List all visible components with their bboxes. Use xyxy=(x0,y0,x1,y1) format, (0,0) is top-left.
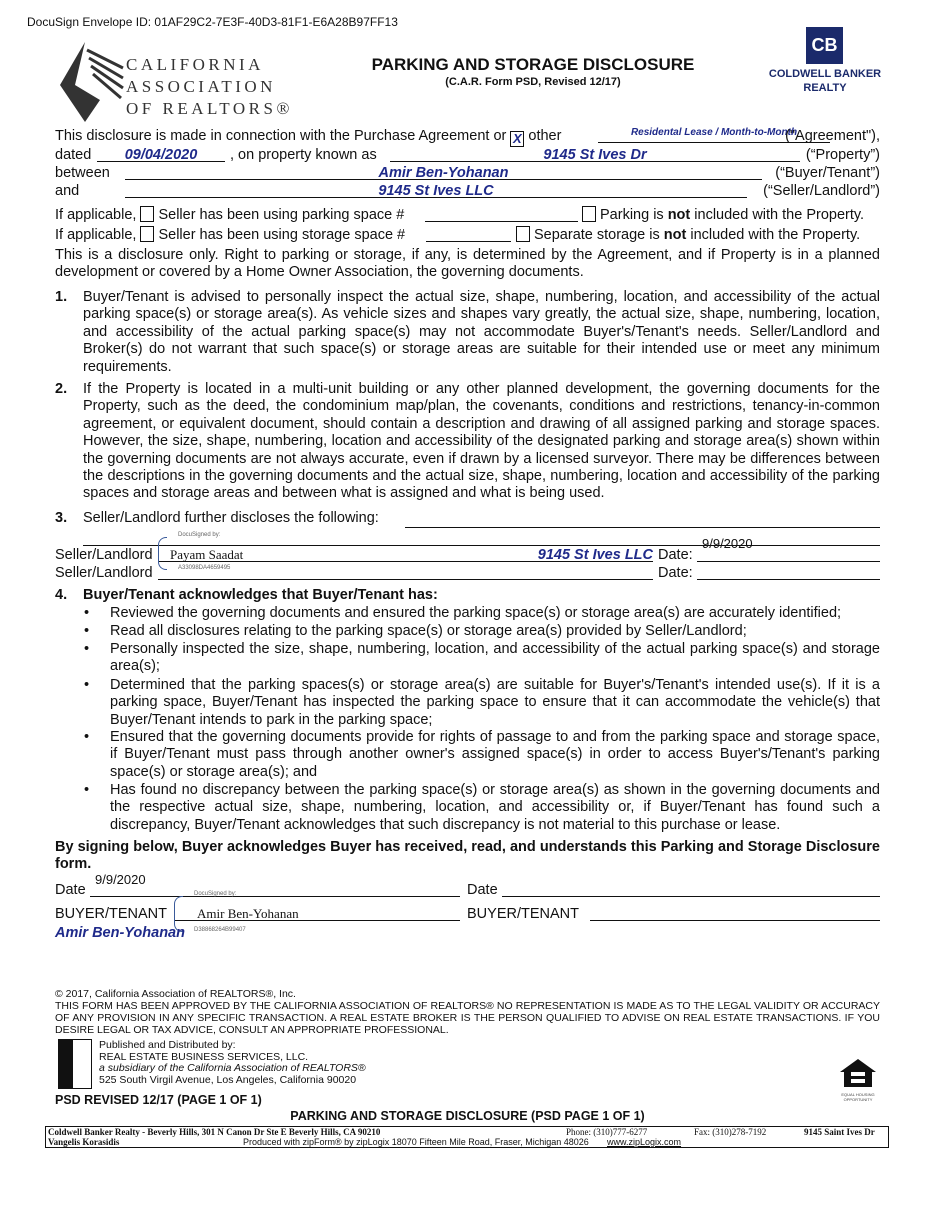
zipform-footer-box xyxy=(45,1126,889,1148)
buyer-date-value: 9/9/2020 xyxy=(95,872,146,887)
text: included with the Property. xyxy=(690,227,861,243)
intro-row-4 xyxy=(55,182,880,200)
text: Produced with zipForm® by zipLogix 18070 Fifteen Mile Road, Fraser, Michigan 48026 xyxy=(243,1137,589,1147)
item-4-heading: Buyer/Tenant acknowledges that Buyer/Tenant has: xyxy=(83,587,438,603)
text: REAL ESTATE BUSINESS SERVICES, LLC. xyxy=(99,1050,309,1063)
coldwell-banker-logo-icon: CB xyxy=(806,27,843,64)
signature-id: A33098DA4659495 xyxy=(178,565,231,571)
text: Vangelis Korasidis xyxy=(48,1137,120,1147)
text: other xyxy=(528,128,562,144)
text: ("Agreement"), xyxy=(785,128,880,144)
buyer-printed-name: Amir Ben-Yohanan xyxy=(55,925,185,941)
storage-row xyxy=(55,226,880,244)
text: (“Seller/Landlord”) xyxy=(763,183,880,199)
copyright: © 2017, California Association of REALTORS®, Inc. xyxy=(55,988,296,1000)
text: a subsidiary of the California Association of REALTORS® xyxy=(99,1062,366,1074)
buyer-signature[interactable]: Amir Ben-Yohanan xyxy=(197,906,299,921)
signature-id: D38868264B99407 xyxy=(194,927,246,933)
text: 525 South Virgil Avenue, Los Angeles, California 90020 xyxy=(99,1073,357,1086)
text: If applicable, xyxy=(55,227,137,243)
seller-name-field-2[interactable] xyxy=(158,564,653,580)
text: This disclosure is made in connection with the Purchase Agreement or xyxy=(55,128,507,144)
parking-row xyxy=(55,206,880,224)
legal-notice: THIS FORM HAS BEEN APPROVED BY THE CALIFORNIA ASSOCIATION OF REALTORS® NO REPRESENTATION IS MADE AS TO THE LEGAL VALIDITY OR ACCURACY OF ANY PROVISION IN ANY SPECIFIC TRANSACTION. A REAL ESTATE BROKER IS THE PERSON QUALIFIED TO ADVISE ON REAL ESTATE TRANSACTIONS. IF YOU DESIRE LEGAL OR TAX ADVICE, CONSULT AN APPROPRIATE PROFESSIONAL. xyxy=(55,1000,880,1036)
text: Fax: (310)278-7192 xyxy=(694,1127,767,1137)
envelope-id: DocuSign Envelope ID: 01AF29C2-7E3F-40D3-81F1-E6A28B97FF13 xyxy=(27,15,398,29)
parking-space-field[interactable] xyxy=(425,206,578,222)
item-2-text: If the Property is located in a multi-unit building or any other planned development, the governing documents for the Property, such as the deed, the condominium map/plan, the covenants, conditions and restrictions, tenancy-in-common agreement, or equivalent document, should contain a description and drawing of all assigned parking and storage spaces. However, the size, shape, numbering, location and accessibility of the designated parking and storage area(s) shown within the governing documents are not always accurate, even if drawn by a licensed surveyor. There may be differences between the descriptions in the governing documents and the actual size, shape, numbering, location and accessibility of the parking spaces and storage areas and between what is assigned and what is being used. xyxy=(83,381,880,502)
revised-label: PSD REVISED 12/17 (PAGE 1 OF 1) xyxy=(55,1093,262,1107)
bullet-item: Personally inspected the size, shape, numbering, location, and accessibility of the actual parking space(s) and storage area(s); xyxy=(110,641,880,675)
text: Date xyxy=(55,882,86,898)
ziplogix-link[interactable]: www.zipLogix.com xyxy=(607,1137,682,1147)
text: EQUAL HOUSING OPPORTUNITY xyxy=(841,1092,875,1102)
car-logo-line: CALIFORNIA xyxy=(126,55,264,74)
seller-signature[interactable]: Payam Saadat xyxy=(170,547,244,562)
property-field[interactable]: 9145 St Ives Dr xyxy=(390,146,800,162)
dated-field[interactable]: 09/04/2020 xyxy=(97,146,225,162)
seller-date-value: 9/9/2020 xyxy=(702,536,753,551)
seller-field[interactable]: 9145 St Ives LLC xyxy=(125,182,747,198)
text: Parking is xyxy=(600,207,664,223)
publisher-block xyxy=(99,1040,366,1086)
other-checkbox[interactable]: X xyxy=(510,131,524,147)
car-logo-line: OF REALTORS® xyxy=(126,99,293,118)
item-number: 1. xyxy=(55,289,68,305)
buyer-2-signature-field[interactable] xyxy=(590,905,880,921)
text: BUYER/TENANT xyxy=(467,906,579,922)
buyer-field[interactable]: Amir Ben-Yohanan xyxy=(125,164,762,180)
page-subtitle: (C.A.R. Form PSD, Revised 12/17) xyxy=(445,76,621,88)
item-3-text: Seller/Landlord further discloses the following: xyxy=(83,510,379,526)
text: Seller has been using parking space # xyxy=(158,207,405,223)
storage-space-field[interactable] xyxy=(426,226,511,242)
intro-row-2 xyxy=(55,146,880,164)
text: (“Buyer/Tenant”) xyxy=(775,165,880,181)
text: Date: xyxy=(658,565,693,581)
car-logo-line: ASSOCIATION xyxy=(126,77,276,96)
acknowledgement-text: By signing below, Buyer acknowledges Buyer has received, read, and understands this Parking and Storage Disclosure form. xyxy=(55,839,880,873)
equal-housing-icon xyxy=(838,1058,878,1102)
text: Seller has been using storage space # xyxy=(158,227,406,243)
page-title: PARKING AND STORAGE DISCLOSURE xyxy=(371,55,695,74)
text: BUYER/TENANT xyxy=(55,906,167,922)
seller-name-field[interactable]: 9145 St Ives LLC xyxy=(158,546,653,562)
docusigned-label: DocuSigned by: xyxy=(194,891,237,897)
parking-checkbox[interactable] xyxy=(140,206,154,222)
text: Date: xyxy=(658,547,693,563)
intro-row-1 xyxy=(55,127,880,145)
buyer-2-date-field[interactable] xyxy=(502,881,880,897)
text: included with the Property. xyxy=(694,207,865,223)
cb-logo-line: COLDWELL BANKER xyxy=(768,68,882,80)
text: Coldwell Banker Realty - Beverly Hills, 301 N Canon Dr Ste E Beverly Hills, CA 90210 xyxy=(48,1127,381,1137)
coldwell-banker-logo-text xyxy=(765,67,885,95)
item-number: 3. xyxy=(55,510,68,526)
car-logo-text xyxy=(126,54,293,120)
text: not xyxy=(667,207,691,223)
text: Seller/Landlord xyxy=(55,547,153,563)
disclosure-only-text: This is a disclosure only. Right to parking or storage, if any, is determined by the Agreement, and if Property is in a planned development or covered by a Home Owner Association, the governing documents. xyxy=(55,247,880,281)
item-1-text: Buyer/Tenant is advised to personally inspect the actual size, shape, numbering, location, and accessibility of the actual parking space(s) or storage area(s). As vehicle sizes and shapes vary greatly, the actual size, shape, numbering, location, and accessibility of the actual parking space(s) may not accommodate Buyer's/Tenant's needs. Seller/Landlord and Broker(s) do not warrant that such space(s) or storage areas are suitable for their intended use or meet any minimum requirements. xyxy=(83,289,880,375)
bullet-item: Reviewed the governing documents and ensured the parking space(s) or storage area(s) are accurately identified; xyxy=(110,605,842,621)
footer-page-title: PARKING AND STORAGE DISCLOSURE (PSD PAGE 1 OF 1) xyxy=(290,1109,645,1123)
text: and xyxy=(55,183,80,199)
bullet-item: Determined that the parking spaces(s) or storage area(s) are suitable for Buyer's/Tenant's intended use(s). If it is a parking space, Buyer/Tenant has inspected the parking space to ensure that it can accommodate the vehicle(s) that Buyer/Tenant intends to park in the parking space; xyxy=(110,677,880,728)
text: 9145 Saint Ives Dr xyxy=(804,1127,875,1137)
bullet-item: Read all disclosures relating to the parking space(s) or storage area(s) provided by Seller/Landlord; xyxy=(110,623,747,639)
docusigned-label: DocuSigned by: xyxy=(178,532,221,538)
text: Date xyxy=(467,882,498,898)
item-number: 2. xyxy=(55,381,68,397)
seller-disclosure-field[interactable] xyxy=(405,512,880,528)
item-number: 4. xyxy=(55,587,68,603)
bullet-item: Has found no discrepancy between the parking space(s) or storage area(s) as shown in the governing documents and the respective actual size, shape, numbering, location, and accessibility or, if Buyer/Tenant has found such a discrepancy, Buyer/Tenant acknowledges that such discrepancy is not material to this purchase or lease. xyxy=(110,782,880,833)
text: , on property known as xyxy=(230,147,377,163)
text: If applicable, xyxy=(55,207,137,223)
text: Published and Distributed by: xyxy=(99,1039,236,1051)
rebs-logo-icon xyxy=(58,1039,92,1089)
bullet-item: Ensured that the governing documents provide for rights of passage to and from the parking space and storage space, if Buyer/Tenant must pass through another owner's assigned space(s) in order to access Buyer's/Tenant's parking space(s) or storage area(s); and xyxy=(110,729,880,780)
cb-logo-line: REALTY xyxy=(803,82,847,94)
text: between xyxy=(55,165,110,181)
other-agreement-field[interactable]: Residental Lease / Month-to-Month xyxy=(598,127,830,143)
text: Phone: (310)777-6277 xyxy=(566,1127,648,1137)
seller-date-field-2[interactable] xyxy=(697,564,880,580)
text: Separate storage is xyxy=(534,227,660,243)
text: Seller/Landlord xyxy=(55,565,153,581)
intro-row-3 xyxy=(55,164,880,182)
car-logo-emblem xyxy=(55,40,125,125)
text: not xyxy=(663,227,687,243)
seller-signature-row-2 xyxy=(55,564,880,582)
text: (“Property”) xyxy=(805,147,880,163)
document-page: DocuSign Envelope ID: 01AF29C2-7E3F-40D3-81F1-E6A28B97FF13 CALIFORNIA ASSOCIATION OF REALTORS® PARKING AND STORAGE DISCLOSURE (C.A.R. Form PSD, Revised 12/17) CB COLDWELL BANKER REALTY This disclosure is made in connection with the Purchase Agreement or X other Residental Lease / Month-to-Month ("Agreement"), dated 09/04/2020 , on property known as 9145 St Ives Dr (“Property”) between Amir Ben-Yohanan (“Buyer/Tenant”) and 9145 St Ives LLC (“Seller/Landlord”) If applicable, Seller has been using parking space # Parking is not included with the Property. If applicable, Seller has been using storage space # Separate storage is not included with the Property. This is a disclosure only. Right to parking or storage, if any, is determined by the Agreement, and if Property is in a planned development or covered by a Home Owner Association, the governing documents. 1. Buyer/Tenant is advised to personally inspect the actual size, shape, numbering, location, and accessibility of the actual parking space(s) or storage area(s). As vehicle sizes and shapes vary greatly, the actual size, shape, numbering, location, and accessibility of the actual parking space(s) may not accommodate Buyer's/Tenant's needs. Seller/Landlord and Broker(s) do not warrant that such space(s) or storage areas are suitable for their intended use or meet any minimum requirements. 2. If the Property is located in a multi-unit building or any other planned development, the governing documents for the Property, such as the deed, the condominium map/plan, the covenants, conditions and restrictions, tenancy-in-common agreement, or equivalent document, should contain a description and drawing of all assigned parking and storage spaces. However, the size, shape, numbering, location and accessibility of the designated parking and storage area(s) shown within the governing documents are not always accurate, even if drawn by a licensed surveyor. There may be differences between the descriptions in the governing documents and the actual size, shape, numbering, location and accessibility of the parking spaces and storage areas and between what is assigned and what is being used. 3. Seller/Landlord further discloses the following: Seller/Landlord 9145 St Ives LLC Date: 9/9/2020 DocuSigned by: Payam Saadat A33098DA4659495 Seller/Landlord Date: 4. Buyer/Tenant acknowledges that Buyer/Tenant has: • Reviewed the governing documents and ensured the parking space(s) or storage area(s) are accurately identified; • Read all disclosures relating to the parking space(s) or storage area(s) provided by Seller/Landlord; • Personally inspected the size, shape, numbering, location, and accessibility of the actual parking space(s) and storage area(s); • Determined that the parking spaces(s) or storage area(s) are suitable for Buyer's/Tenant's intended use(s). If it is a parking space, Buyer/Tenant has inspected the parking space to ensure that it can accommodate the vehicle(s) that Buyer/Tenant intends to park in the parking space; • Ensured that the governing documents provide for rights of passage to and from the parking space and storage space, if Buyer/Tenant must pass through another owner's assigned space(s) in order to access Buyer's/Tenant's parking space(s) or storage area(s); and • Has found no discrepancy between the parking space(s) or storage area(s) as shown in the governing documents and the respective actual size, shape, numbering, location, and accessibility or, if Buyer/Tenant has found such a discrepancy, Buyer/Tenant acknowledges that such discrepancy is not material to this purchase or lease. By signing below, Buyer acknowledges Buyer has received, read, and understands this Parking and Storage Disclosure form. Date 9/9/2020 Date BUYER/TENANT BUYER/TENANT DocuSigned by: Amir Ben-Yohanan D38868264B99407 Amir Ben-Yohanan © 2017, California Association of REALTORS®, Inc. THIS FORM HAS BEEN APPROVED BY THE CALIFORNIA ASSOCIATION OF REALTORS® NO REPRESENTATION IS MADE AS TO THE LEGAL VALIDITY OR ACCURACY OF ANY PROVISION IN ANY SPECIFIC TRANSACTION. A REAL ESTATE BROKER IS THE PERSON QUALIFIED TO ADVISE ON REAL ESTATE TRANSACTIONS. IF YOU DESIRE LEGAL OR TAX ADVICE, CONSULT AN APPROPRIATE PROFESSIONAL. Published and Distributed by: REAL ESTATE BUSINESS SERVICES, LLC. a subsidiary of the California Association of REALTORS® 525 South Virgil Avenue, Los Angeles, California 90020 EQUAL HOUSING OPPORTUNITY PSD REVISED 12/17 (PAGE 1 OF 1) PARKING AND STORAGE DISCLOSURE (PSD PAGE 1 OF 1) Coldwell Banker Realty - Beverly Hills, 301 N Canon Dr Ste E Beverly Hills, CA 90210 Phone: (310)777-6277 Fax: (310)278-7192 9145 Saint Ives Dr Vangelis Korasidis Produced with zipForm® by zipLogix 18070 Fifteen Mile Road, Fraser, Michigan 48026 www.zipLogix.com xyxy=(0,0,934,1208)
storage-checkbox[interactable] xyxy=(140,226,154,242)
parking-not-included-checkbox[interactable] xyxy=(582,206,596,222)
separate-storage-checkbox[interactable] xyxy=(516,226,530,242)
text: dated xyxy=(55,147,92,163)
